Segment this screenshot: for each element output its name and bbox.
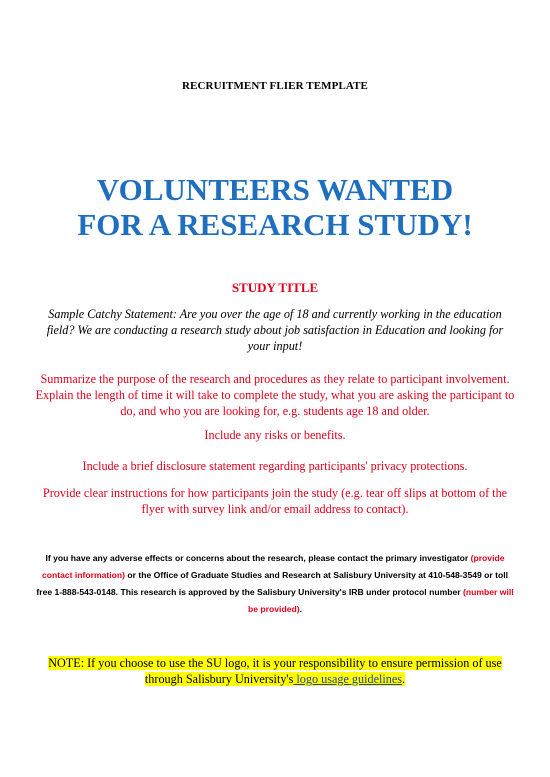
contact-text-2: or the Office of Graduate Studies and Research at Salisbury University at 410-548-3549 or toll free 1-888-543-0148. This research is approved by the Salisbury University's IRB under protocol number [36, 570, 509, 597]
logo-note [30, 655, 520, 687]
headline-line-2: FOR A RESEARCH STUDY! [77, 207, 473, 242]
note-text: NOTE: If you choose to use the SU logo, it is your responsibility to ensure permission of use through Salisbury University's [48, 656, 502, 686]
headline [0, 172, 550, 242]
protocol-placeholder: (number will be provided) [248, 587, 514, 614]
contact-placeholder: (provide contact information) [41, 553, 505, 580]
logo-guidelines-link[interactable]: logo usage guidelines [293, 672, 403, 686]
study-title: STUDY TITLE [231, 280, 319, 295]
note-end: . [402, 672, 406, 686]
contact-text-1: If you have any adverse effects or concerns about the research, please contact the primary investigator [45, 553, 471, 563]
risks-instructions: Include any risks or benefits. [204, 428, 346, 442]
privacy-instructions: Include a brief disclosure statement regarding participants' privacy protections. [82, 459, 468, 473]
headline-line-1: VOLUNTEERS WANTED [96, 172, 454, 207]
contact-statement [34, 550, 516, 618]
template-label: RECRUITMENT FLIER TEMPLATE [182, 80, 368, 92]
join-instructions: Provide clear instructions for how participants join the study (e.g. tear off slips at bottom of the flyer with survey link and/or email address to contact). [42, 486, 508, 516]
catchy-statement: Sample Catchy Statement: Are you over the age of 18 and currently working in the education field? We are conducting a research study about job satisfaction in Education and looking for your input! [46, 307, 504, 353]
contact-text-3: . [299, 604, 302, 614]
purpose-instructions: Summarize the purpose of the research and procedures as they relate to participant involvement. Explain the length of time it will take to complete the study, what you are asking the participant to do, and who you are looking for, e.g. students age 18 and older. [35, 372, 515, 418]
